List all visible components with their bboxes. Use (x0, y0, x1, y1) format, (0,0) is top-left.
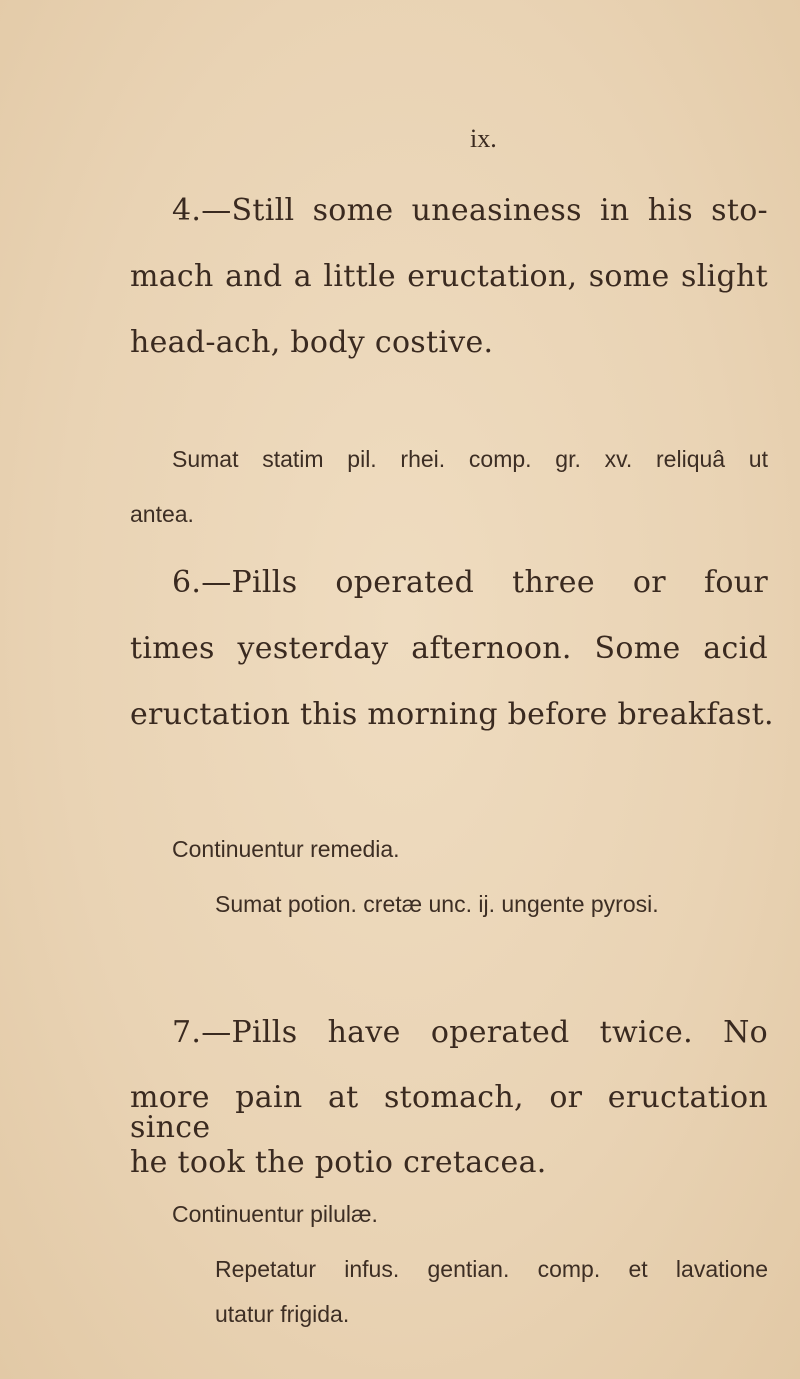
entry-6-line-1: 6.—Pills operated three or four (172, 565, 768, 600)
entry-7-line-1: 7.—Pills have operated twice. No (172, 1015, 768, 1050)
entry-6-line-3: eructation this morning before breakfast. (130, 697, 774, 732)
prescription-2-line-1: Continuentur remedia. (172, 836, 400, 862)
entry-4-line-2: mach and a little eructation, some slight (130, 259, 768, 294)
entry-7-line-3: he took the potio cretacea. (130, 1145, 547, 1180)
entry-7-line-2: more pain at stomach, or eructation since (130, 1080, 768, 1145)
entry-6-line-2: times yesterday afternoon. Some acid (130, 631, 768, 666)
prescription-3-line-1: Continuentur pilulæ. (172, 1201, 378, 1227)
prescription-1-line-1: Sumat statim pil. rhei. comp. gr. xv. reliquâ ut (172, 446, 768, 472)
entry-4-line-1: 4.—Still some uneasiness in his sto- (172, 193, 768, 228)
prescription-3-line-2: Repetatur infus. gentian. comp. et lavatione (215, 1256, 768, 1282)
prescription-1-line-2: antea. (130, 501, 194, 527)
entry-4-line-3: head-ach, body costive. (130, 325, 494, 360)
page-number: ix. (470, 124, 497, 153)
prescription-2-line-2: Sumat potion. cretæ unc. ij. ungente pyrosi. (215, 891, 659, 917)
prescription-3-line-3: utatur frigida. (215, 1301, 350, 1327)
